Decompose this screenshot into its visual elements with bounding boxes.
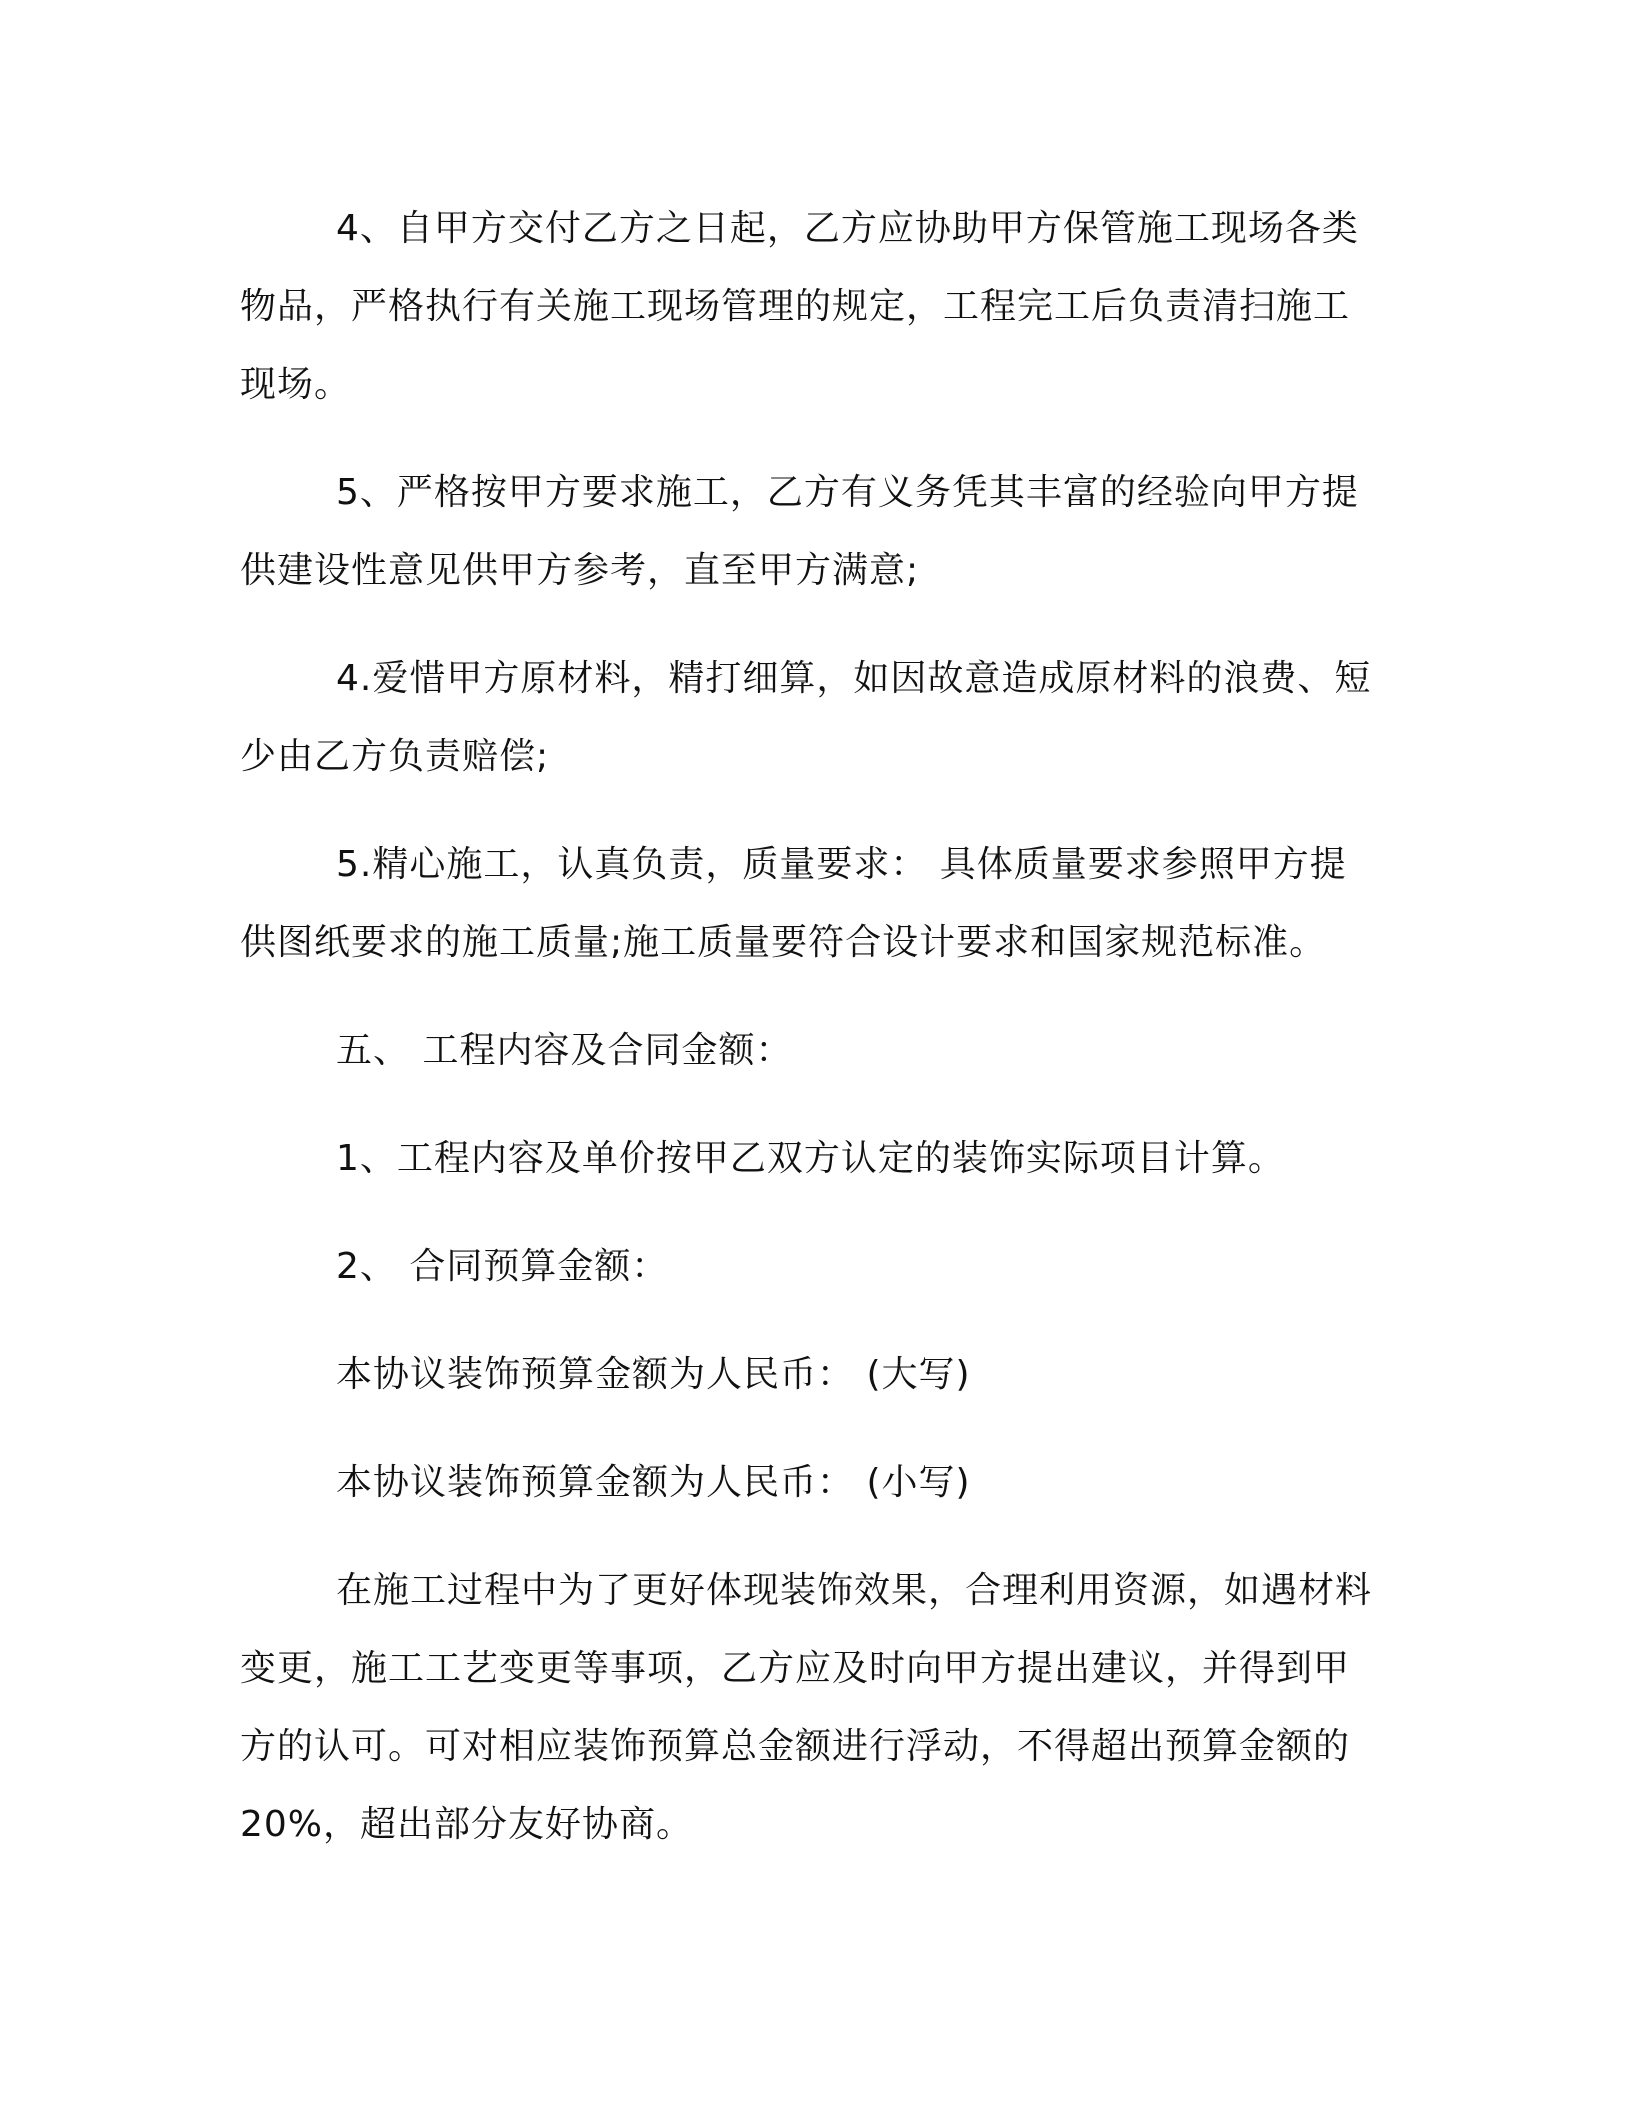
clause-4-site-custody: 4、自甲方交付乙方之日起，乙方应协助甲方保管施工现场各类物品，严格执行有关施工现场管理的规定，工程完工后负责清扫施工现场。: [240, 208, 1359, 405]
budget-amount-lowercase: 本协议装饰预算金额为人民币： (小写): [336, 1462, 971, 1503]
budget-variation-paragraph: 在施工过程中为了更好体现装饰效果，合理利用资源，如遇材料变更，施工工艺变更等事项，乙方应及时向甲方提出建议，并得到甲方的认可。可对相应装饰预算总金额进行浮动，不得超出预算金额的20%，超出部分友好协商。: [240, 1570, 1373, 1845]
document-body: [240, 190, 1380, 1894]
clause-4-materials: 4.爱惜甲方原材料，精打细算，如因故意造成原材料的浪费、短少由乙方负责赔偿;: [240, 658, 1372, 777]
section-5-heading: 五、 工程内容及合同金额：: [336, 1030, 793, 1071]
item-2-budget: 2、 合同预算金额：: [336, 1246, 669, 1287]
budget-amount-uppercase: 本协议装饰预算金额为人民币： (大写): [336, 1354, 971, 1395]
item-1-contents: 1、工程内容及单价按甲乙双方认定的装饰实际项目计算。: [336, 1138, 1285, 1179]
clause-5-quality: 5.精心施工，认真负责，质量要求： 具体质量要求参照甲方提供图纸要求的施工质量;施工质量要符合设计要求和国家规范标准。: [240, 844, 1347, 963]
clause-5-construction-requirements: 5、严格按甲方要求施工，乙方有义务凭其丰富的经验向甲方提供建设性意见供甲方参考，直至甲方满意;: [240, 472, 1359, 591]
